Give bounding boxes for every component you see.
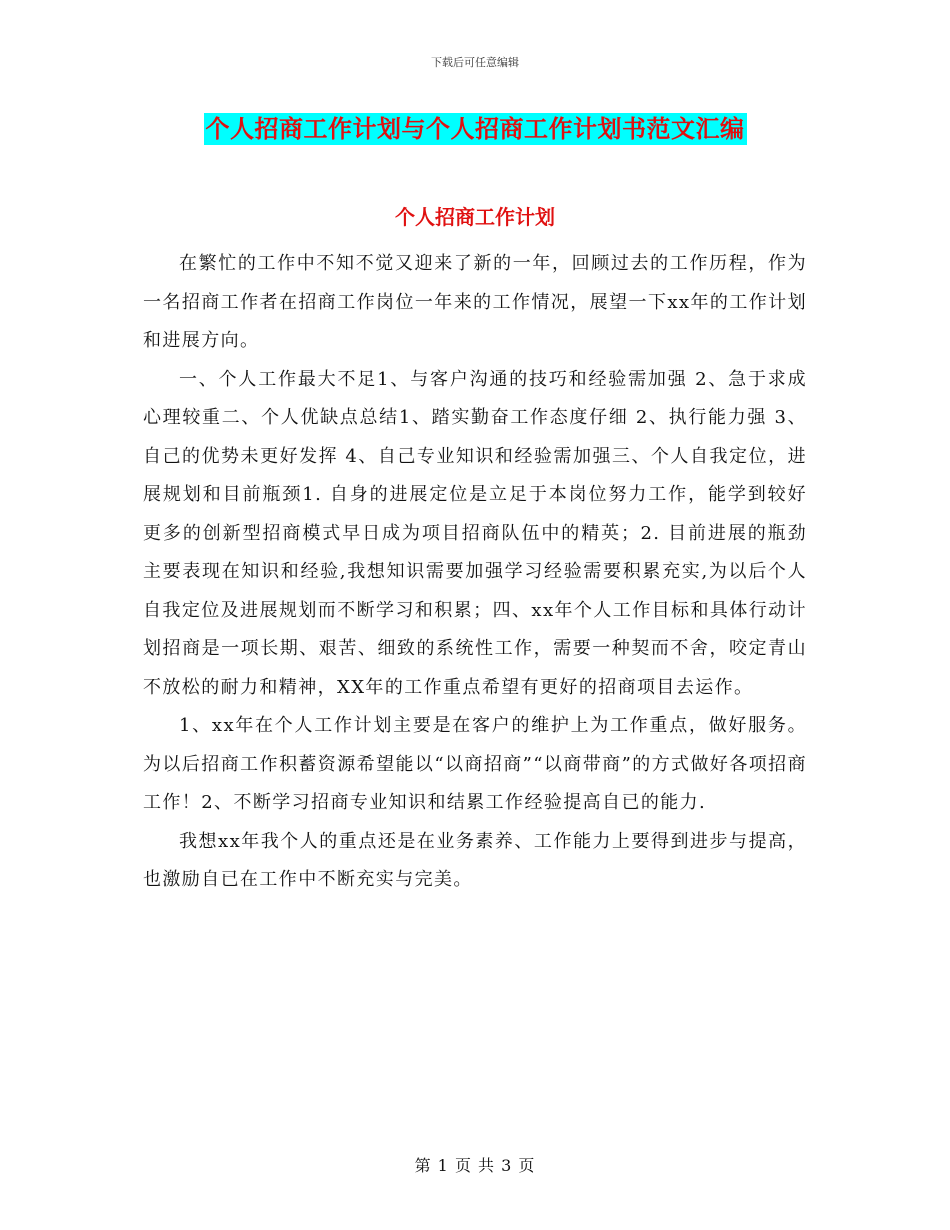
document-title [0,113,950,145]
body-paragraph: 一、个人工作最大不足1、与客户沟通的技巧和经验需加强 2、急于求成心理较重二、个人优缺点总结1、踏实勤奋工作态度仔细 2、执行能力强 3、自己的优势未更好发挥 4、自己专业知识和经验需加强三、个人自我定位，进展规划和目前瓶颈1. 自身的进展定位是立足于本岗位努力工作，能学到较好更多的创新型招商模式早日成为项目招商队伍中的精英；2. 目前进展的瓶劲主要表现在知识和经验,我想知识需要加强学习经验需要积累充实,为以后个人自我定位及进展规划而不断学习和积累；四、xx年个人工作目标和具体行动计划招商是一项长期、艰苦、细致的系统性工作，需要一种契而不舍，咬定青山不放松的耐力和精神，XX年的工作重点希望有更好的招商项目去运作。 [143,368,807,698]
section-title: 个人招商工作计划 [395,205,555,229]
page-footer-number: 第 1 页 共 3 页 [414,1156,536,1175]
body-paragraph: 在繁忙的工作中不知不觉又迎来了新的一年，回顾过去的工作历程，作为一名招商工作者在招商工作岗位一年来的工作情况，展望一下xx年的工作计划和进展方向。 [143,253,807,351]
document-body [143,245,807,900]
page-header-note: 下载后可任意编辑 [431,56,519,69]
body-paragraph: 1、xx年在个人工作计划主要是在客户的维护上为工作重点，做好服务。为以后招商工作积蓄资源希望能以“以商招商”“以商带商”的方式做好各项招商工作！2、不断学习招商专业知识和结累工作经验提高自已的能力. [143,715,807,813]
body-paragraph: 我想xx年我个人的重点还是在业务素养、工作能力上要得到进步与提高，也激励自已在工作中不断充实与完美。 [143,830,807,890]
document-title-text: 个人招商工作计划与个人招商工作计划书范文汇编 [205,114,745,143]
